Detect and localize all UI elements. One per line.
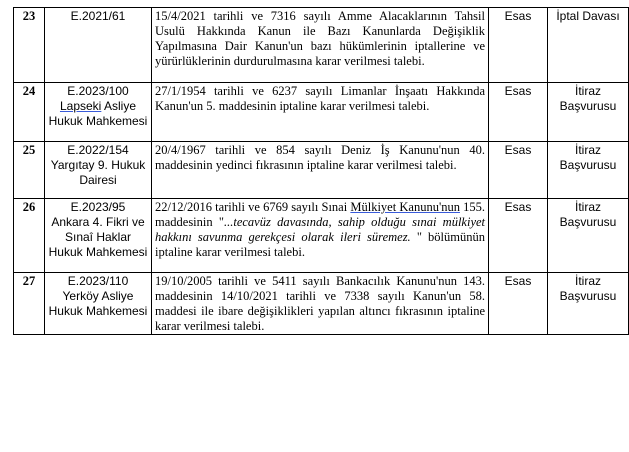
case-number: 24 [14,83,45,142]
desc-law-name: Mülkiyet Kanunu'nun [350,200,460,214]
kind-line: İtiraz [574,274,601,288]
application-kind [548,142,629,199]
court-name-line: Yargıtay 9. Hukuk [50,158,146,172]
case-description: 20/4/1967 tarihli ve 854 sayılı Deniz İş Kanunu'nun 40. maddesinin yedinci fıkrasının iptaline karar verilmesi talebi. [152,142,489,199]
case-number: 26 [14,199,45,273]
desc-quote: ...tecavüz davasında, sahip olduğu sınai mülkiyet hakkını savunma gerekçesi olarak ileri süremez. [155,215,486,244]
court-name-line: Dairesi [79,173,117,187]
application-kind [548,199,629,273]
court-type: Asliye [101,99,137,113]
court-name-line: Hukuk Mahkemesi [48,245,148,259]
file-id: E.2021/61 [70,9,126,23]
application-kind [548,8,629,83]
file-id: E.2023/110 [67,274,129,288]
kind-line: Başvurusu [559,158,617,172]
table-row [14,83,629,142]
file-number [45,142,152,199]
kind-line: İtiraz [574,200,601,214]
court-name-line: Hukuk Mahkemesi [48,304,148,318]
kind-line: Başvurusu [559,99,617,113]
court-city: Lapseki [59,99,102,113]
desc-part: 155. maddesinin " [155,200,485,229]
case-type: Esas [489,273,548,335]
kind-line: İtiraz [574,84,601,98]
table-row [14,8,629,83]
table-row [14,273,629,335]
file-number [45,273,152,335]
table-row [14,142,629,199]
desc-part: 22/12/2016 tarihli ve 6769 sayılı Sınai [155,200,351,214]
file-id: E.2022/154 [67,143,129,157]
case-type: Esas [489,199,548,273]
case-number: 25 [14,142,45,199]
file-number [45,8,152,83]
court-name-line: Yerköy Asliye [62,289,134,303]
file-id: E.2023/100 [67,84,129,98]
kind-line: İtiraz [574,143,601,157]
file-number [45,199,152,273]
case-type: Esas [489,142,548,199]
case-type: Esas [489,83,548,142]
court-name-line: Ankara 4. Fikri ve [51,215,145,229]
case-table [13,7,629,335]
file-number [45,83,152,142]
table-row [14,199,629,273]
court-name-line: Sınaî Haklar [64,230,132,244]
court-name-line: Hukuk Mahkemesi [48,114,148,128]
case-type: Esas [489,8,548,83]
case-description: 27/1/1954 tarihli ve 6237 sayılı Limanlar İnşaatı Hakkında Kanun'un 5. maddesinin iptaline karar verilmesi talebi. [152,83,489,142]
kind-line: Başvurusu [559,289,617,303]
case-description [152,199,489,273]
case-description: 19/10/2005 tarihli ve 5411 sayılı Bankacılık Kanunu'nun 143. maddesinin 14/10/2021 tarihli ve 7338 sayılı Kanun'un 58. maddesi ile ibare değişiklikleri yapılan altıncı fıkrasının iptaline karar verilmesi talebi. [152,273,489,335]
application-kind [548,273,629,335]
court-name-line [48,99,148,114]
application-kind [548,83,629,142]
case-number: 27 [14,273,45,335]
file-id: E.2023/95 [70,200,126,214]
desc-part: " bölümünün iptaline karar verilmesi talebi. [155,230,485,259]
kind-line: Başvurusu [559,215,617,229]
kind-line: İptal Davası [556,9,620,23]
case-description: 15/4/2021 tarihli ve 7316 sayılı Amme Alacaklarının Tahsil Usulü Hakkında Kanun ile Bazı Kanunlarda Değişiklik Yapılmasına Dair Kanun'un bazı hükümlerinin iptallerine ve yürürlüklerinin durdurulmasına karar verilmesi talebi. [152,8,489,83]
case-number: 23 [14,8,45,83]
